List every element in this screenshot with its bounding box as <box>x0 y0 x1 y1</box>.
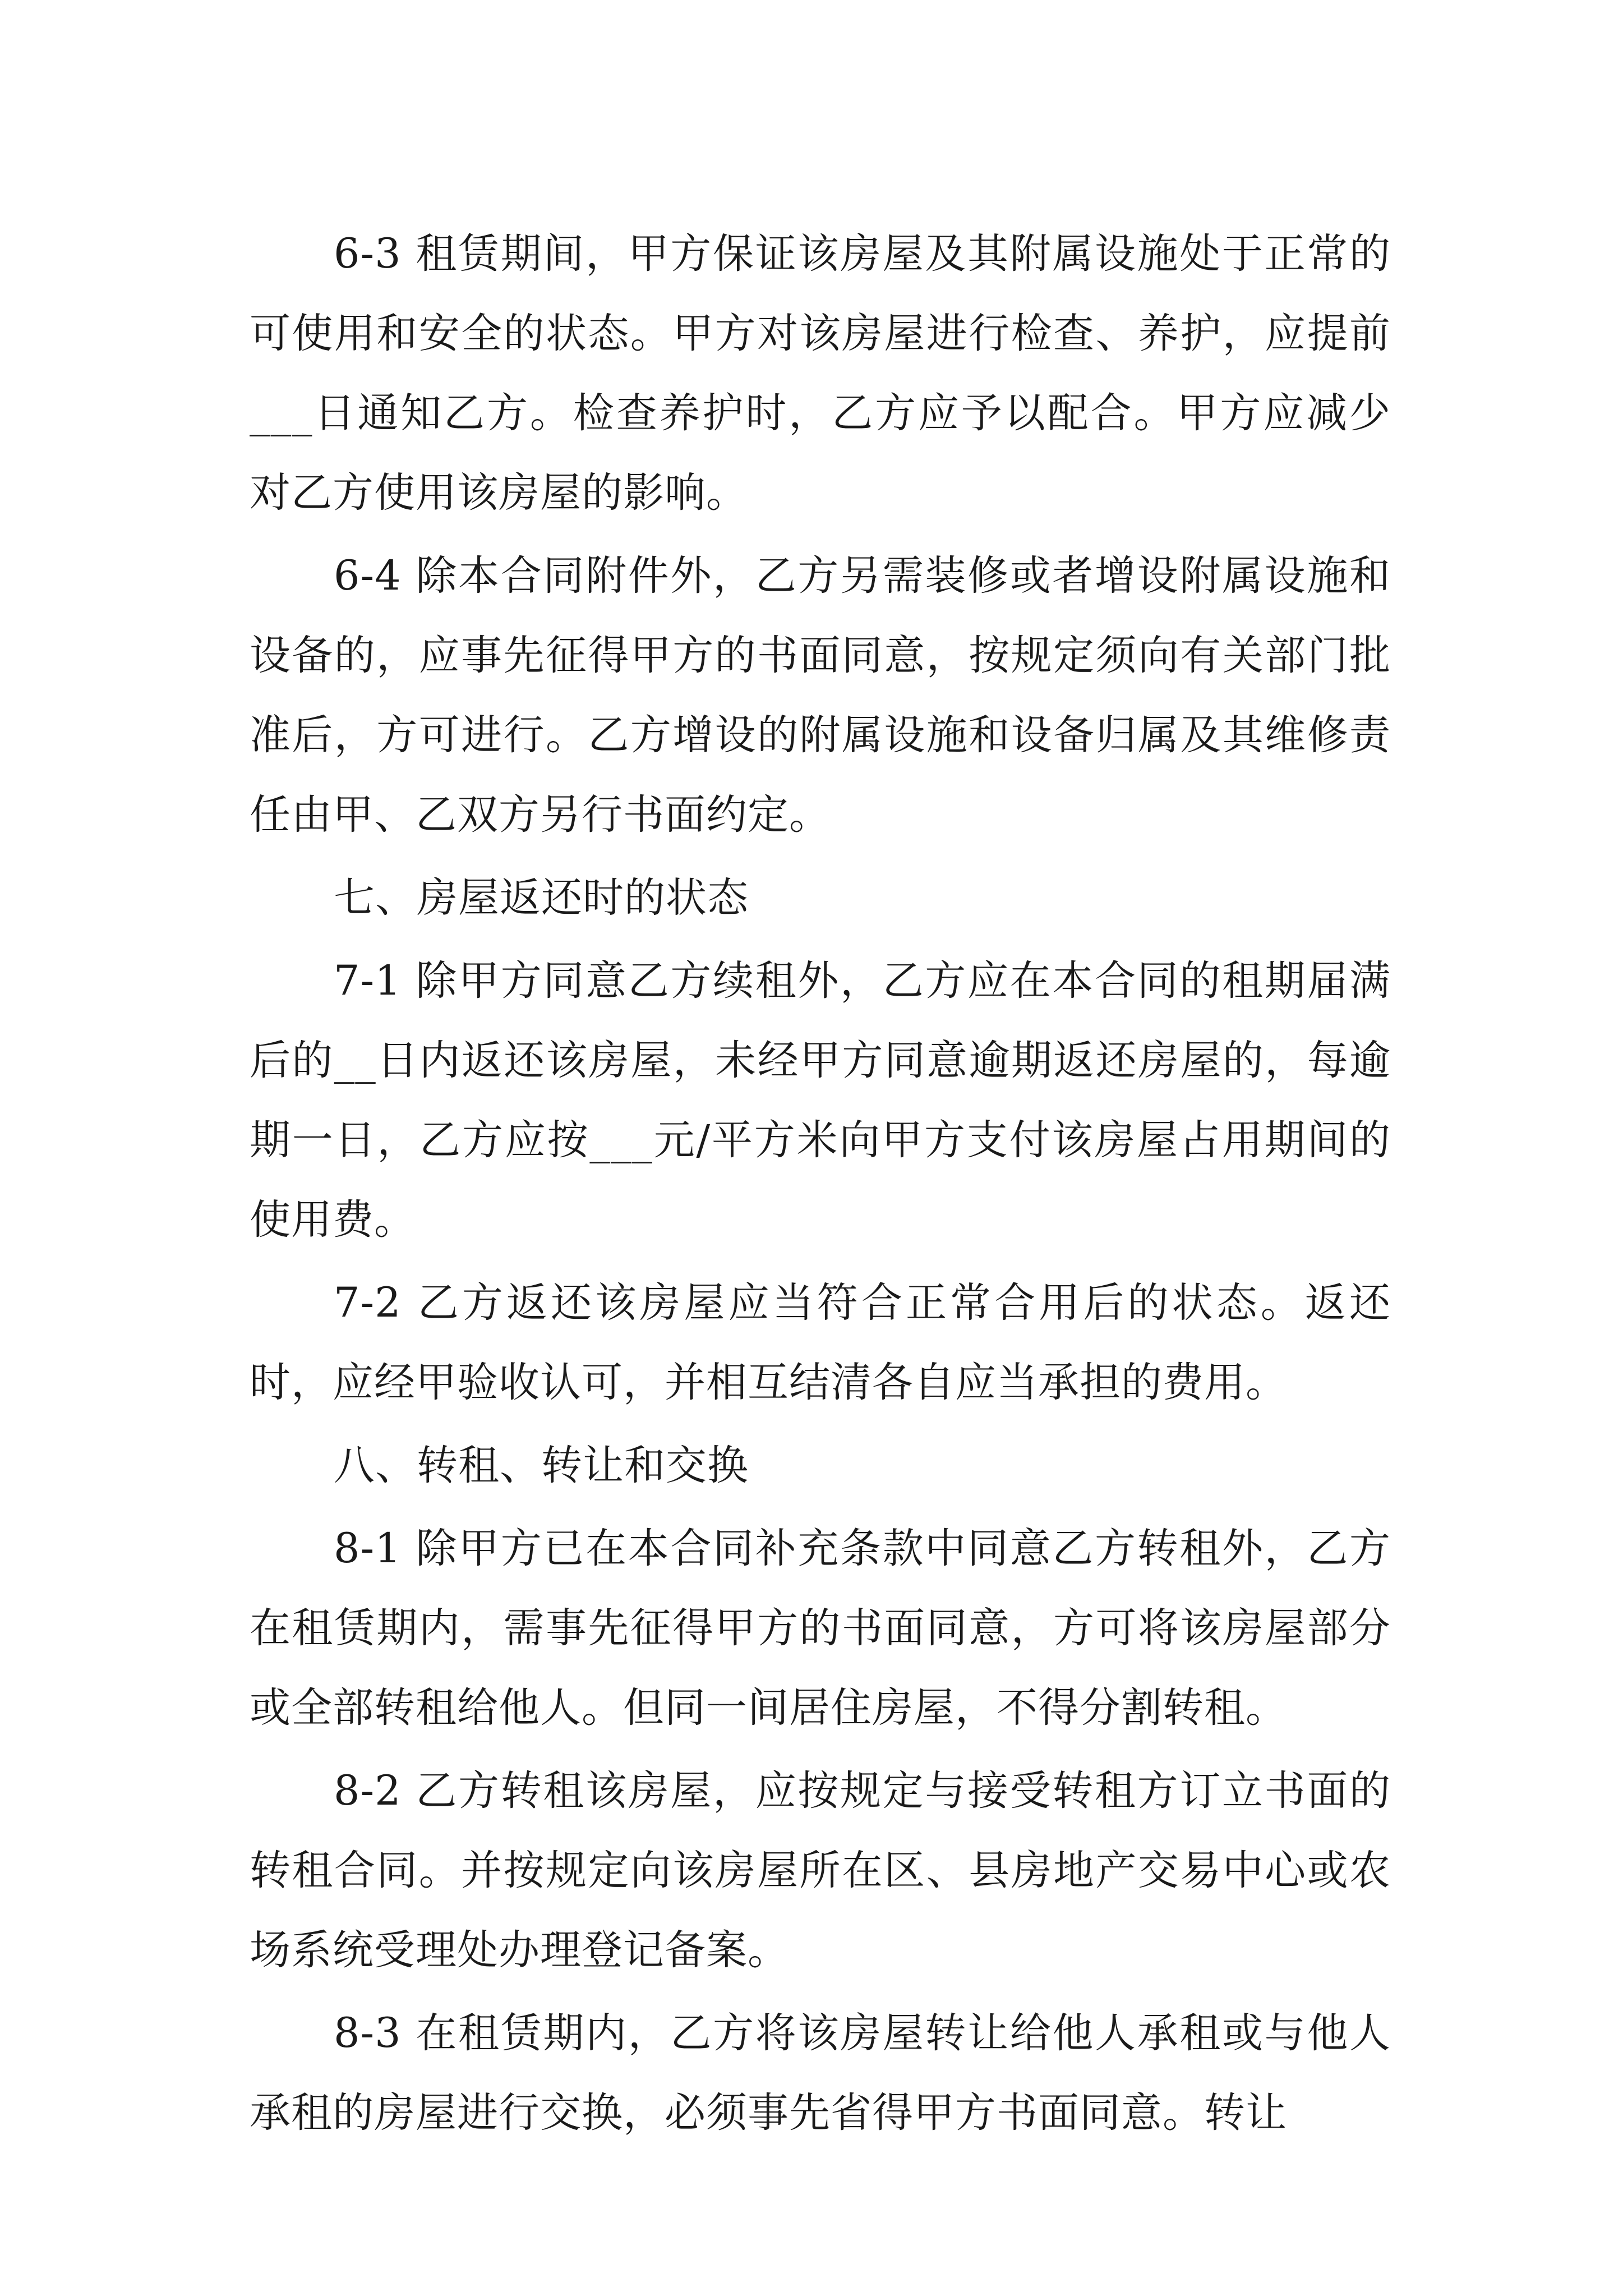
clause-8-2: 8-2 乙方转租该房屋，应按规定与接受转租方订立书面的转租合同。并按规定向该房屋所在区、县房地产交易中心或农场系统受理处办理登记备案。 <box>250 1767 1391 1974</box>
section-heading-8: 八、转租、转让和交换 <box>334 1442 749 1489</box>
clause-7-2: 7-2 乙方返还该房屋应当符合正常合用后的状态。返还时，应经甲验收认可，并相互结清各自应当承担的费用。 <box>250 1279 1391 1406</box>
clause-8-1: 8-1 除甲方已在本合同补充条款中同意乙方转租外，乙方在租赁期内，需事先征得甲方的书面同意，方可将该房屋部分或全部转租给他人。但同一间居住房屋，不得分割转租。 <box>250 1525 1391 1732</box>
clause-8-3: 8-3 在租赁期内，乙方将该房屋转让给他人承租或与他人承租的房屋进行交换，必须事先省得甲方书面同意。转让 <box>250 2009 1391 2137</box>
section-heading-7: 七、房屋返还时的状态 <box>334 874 749 922</box>
clause-6-4: 6-4 除本合同附件外，乙方另需装修或者增设附属设施和设备的，应事先征得甲方的书面同意，按规定须向有关部门批准后，方可进行。乙方增设的附属设施和设备归属及其维修责任由甲、乙双方另行书面约定。 <box>250 552 1391 839</box>
clause-7-1: 7-1 除甲方同意乙方续租外，乙方应在本合同的租期届满后的__日内返还该房屋，未经甲方同意逾期返还房屋的，每逾期一日，乙方应按___元/平方米向甲方支付该房屋占用期间的使用费。 <box>250 957 1391 1244</box>
document-body <box>250 214 1391 2153</box>
clause-6-3: 6-3 租赁期间，甲方保证该房屋及其附属设施处于正常的可使用和安全的状态。甲方对该房屋进行检查、养护，应提前___日通知乙方。检查养护时，乙方应予以配合。甲方应减少对乙方使用该房屋的影响。 <box>250 230 1391 517</box>
